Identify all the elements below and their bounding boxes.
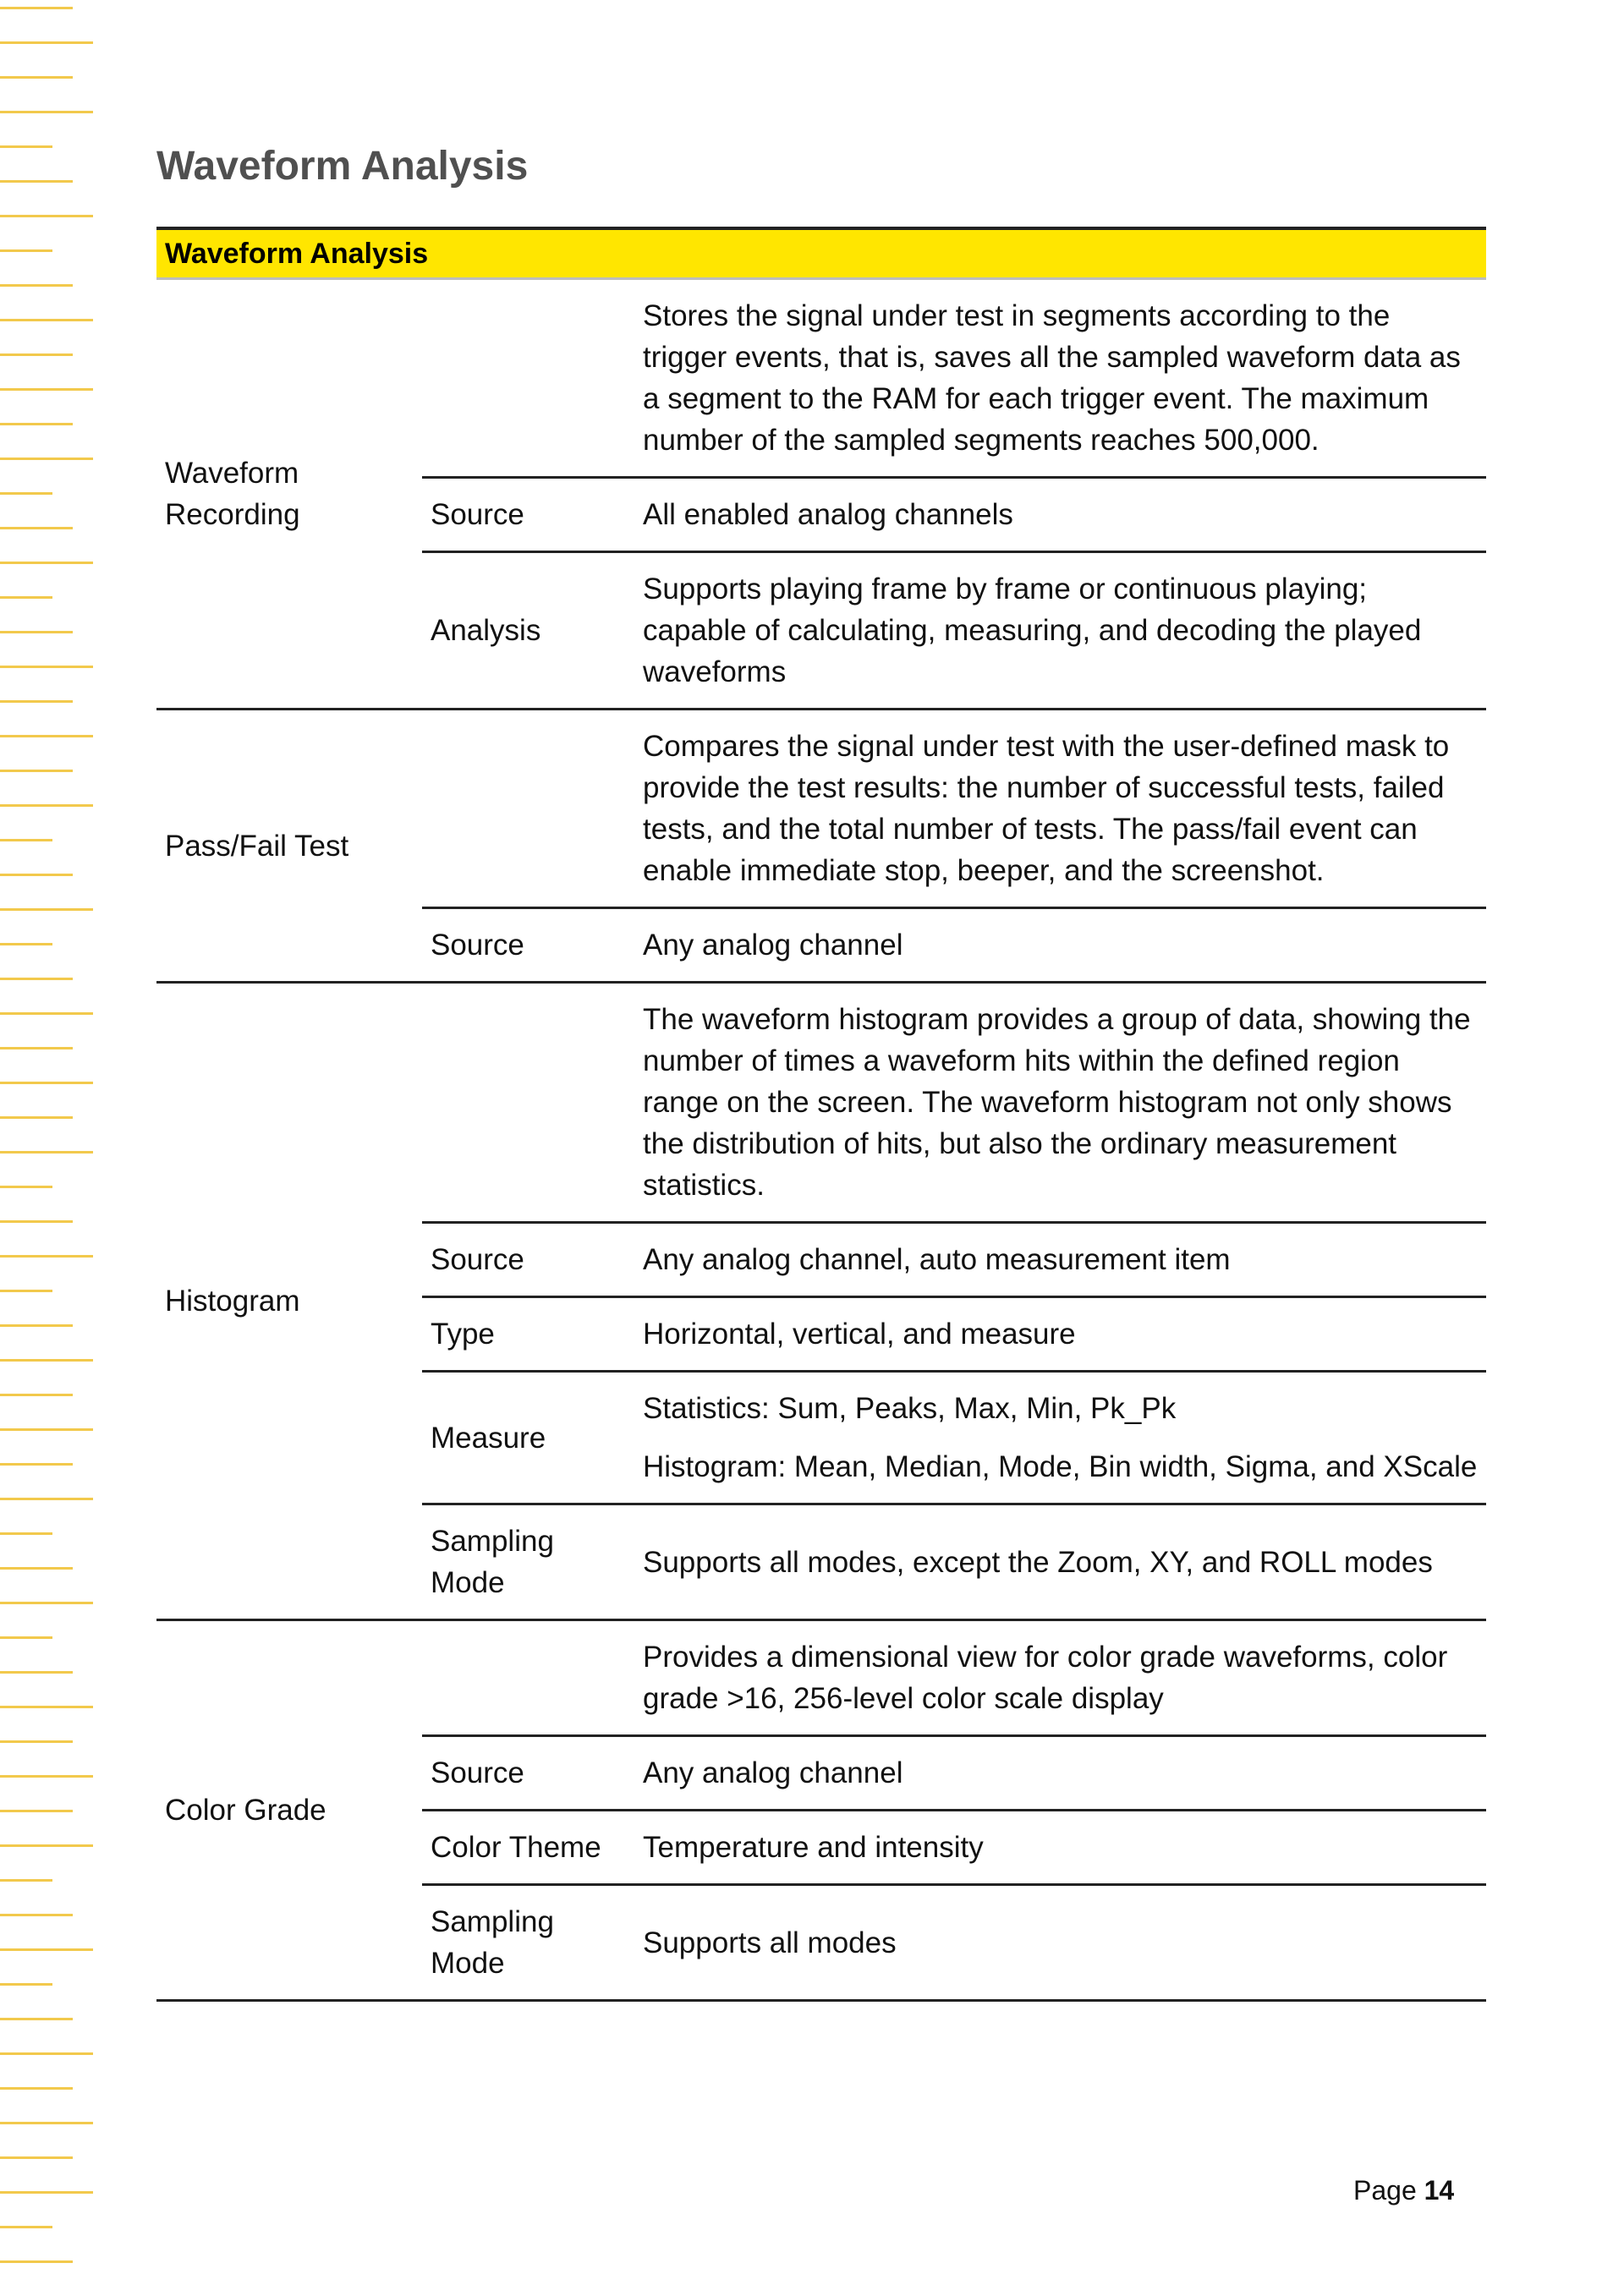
table-row — [156, 983, 1486, 1223]
row-description: Supports playing frame by frame or continuous playing; capable of calculating, measuring, and decoding the played waveforms — [634, 552, 1486, 710]
margin-tick — [0, 1012, 93, 1015]
margin-ruler-decoration — [0, 0, 102, 2296]
measure-histogram-line: Histogram: Mean, Median, Mode, Bin width, Sigma, and XScale — [643, 1450, 1478, 1483]
row-description: Any analog channel — [634, 908, 1486, 983]
margin-tick — [0, 666, 93, 668]
page-title: Waveform Analysis — [156, 144, 529, 189]
margin-tick — [0, 1602, 93, 1604]
group-label-histogram: Histogram — [156, 983, 422, 1620]
margin-tick — [0, 1740, 73, 1743]
group-label-pass-fail-test: Pass/Fail Test — [156, 710, 422, 983]
row-sub-label — [422, 1620, 634, 1736]
margin-tick — [0, 2052, 93, 2055]
group-label-waveform-recording: Waveform Recording — [156, 279, 422, 710]
row-description: All enabled analog channels — [634, 478, 1486, 552]
row-sub-label: Source — [422, 478, 634, 552]
page-number-value: 14 — [1424, 2175, 1455, 2206]
spec-table — [156, 227, 1486, 2002]
margin-tick — [0, 1255, 93, 1258]
margin-tick — [0, 41, 93, 44]
margin-tick — [0, 1532, 52, 1535]
margin-tick — [0, 1914, 73, 1916]
margin-tick — [0, 735, 93, 737]
margin-tick — [0, 2260, 73, 2263]
margin-tick — [0, 1636, 52, 1639]
row-sub-label — [422, 983, 634, 1223]
margin-tick — [0, 492, 52, 495]
margin-tick — [0, 2191, 93, 2194]
margin-tick — [0, 1948, 93, 1951]
margin-tick — [0, 1047, 73, 1049]
margin-tick — [0, 180, 73, 183]
row-description: Any analog channel — [634, 1736, 1486, 1811]
row-description: The waveform histogram provides a group of data, showing the number of times a waveform hits within the defined region range on the screen. The waveform histogram not only shows the distribution of hits, but also the ordinary measurement statistics. — [643, 1003, 1471, 1202]
margin-tick — [0, 284, 73, 287]
margin-tick — [0, 1082, 93, 1084]
margin-tick — [0, 249, 52, 252]
margin-tick — [0, 1463, 73, 1466]
row-description: Provides a dimensional view for color grade waveforms, color grade >16, 256-level color scale display — [643, 1641, 1448, 1715]
row-description: Supports all modes, except the Zoom, XY, and ROLL modes — [634, 1504, 1486, 1620]
margin-tick — [0, 111, 93, 113]
margin-tick — [0, 527, 73, 529]
table-row — [156, 1620, 1486, 1736]
margin-tick — [0, 145, 52, 148]
margin-tick — [0, 596, 52, 599]
row-description: Supports all modes — [634, 1885, 1486, 2001]
margin-tick — [0, 804, 93, 807]
margin-tick — [0, 1844, 93, 1847]
row-sub-label: Source — [422, 908, 634, 983]
margin-tick — [0, 2087, 73, 2090]
margin-tick — [0, 7, 73, 9]
row-sub-label: Analysis — [422, 552, 634, 710]
margin-tick — [0, 1359, 93, 1362]
margin-tick — [0, 2122, 93, 2124]
margin-tick — [0, 423, 73, 425]
row-sub-label: Color Theme — [422, 1811, 634, 1885]
margin-tick — [0, 943, 52, 945]
row-sub-label: Sampling Mode — [422, 1885, 634, 2001]
margin-tick — [0, 631, 73, 633]
margin-tick — [0, 1290, 52, 1292]
margin-tick — [0, 353, 73, 356]
margin-tick — [0, 1983, 52, 1986]
row-sub-label: Type — [422, 1297, 634, 1372]
margin-tick — [0, 1394, 73, 1396]
row-description — [634, 1372, 1486, 1504]
margin-tick — [0, 2018, 73, 2020]
table-row — [156, 710, 1486, 908]
margin-tick — [0, 1428, 93, 1431]
row-sub-label: Sampling Mode — [422, 1504, 634, 1620]
row-description: Stores the signal under test in segments according to the trigger events, that is, saves all the sampled waveform data as a segment to the RAM for each trigger event. The maximum number of the sampled segments reaches 500,000. — [643, 299, 1461, 457]
page-label: Page — [1353, 2175, 1417, 2206]
margin-tick — [0, 1116, 73, 1119]
margin-tick — [0, 770, 73, 772]
table-row — [156, 279, 1486, 478]
table-section-header: Waveform Analysis — [156, 228, 1486, 279]
margin-tick — [0, 1671, 73, 1674]
margin-tick — [0, 1498, 93, 1500]
measure-statistics-line: Statistics: Sum, Peaks, Max, Min, Pk_Pk — [643, 1392, 1177, 1425]
margin-tick — [0, 1151, 93, 1153]
row-description: Temperature and intensity — [634, 1811, 1486, 1885]
margin-tick — [0, 2226, 52, 2228]
margin-tick — [0, 1220, 73, 1223]
margin-tick — [0, 562, 93, 564]
margin-tick — [0, 1775, 93, 1778]
row-description: Any analog channel, auto measurement item — [634, 1223, 1486, 1297]
margin-tick — [0, 700, 73, 703]
row-sub-label — [422, 710, 634, 908]
margin-tick — [0, 874, 73, 876]
row-sub-label: Measure — [422, 1372, 634, 1504]
margin-tick — [0, 1324, 73, 1327]
row-sub-label: Source — [422, 1736, 634, 1811]
margin-tick — [0, 2156, 73, 2159]
margin-tick — [0, 1186, 52, 1188]
margin-tick — [0, 1810, 73, 1812]
margin-tick — [0, 839, 52, 841]
margin-tick — [0, 76, 73, 79]
row-sub-label — [422, 279, 634, 478]
page-number — [1353, 2175, 1454, 2206]
margin-tick — [0, 908, 93, 911]
group-label-color-grade: Color Grade — [156, 1620, 422, 2001]
margin-tick — [0, 978, 73, 980]
margin-tick — [0, 215, 93, 217]
row-description: Horizontal, vertical, and measure — [634, 1297, 1486, 1372]
row-description: Compares the signal under test with the user-defined mask to provide the test results: the number of successful tests, failed tests, and the total number of tests. The pass/fail event can enable immediate stop, beeper, and the screenshot. — [643, 730, 1450, 887]
margin-tick — [0, 1706, 93, 1708]
margin-tick — [0, 319, 93, 321]
margin-tick — [0, 1567, 73, 1570]
margin-tick — [0, 388, 93, 391]
row-sub-label: Source — [422, 1223, 634, 1297]
margin-tick — [0, 458, 93, 460]
margin-tick — [0, 1879, 52, 1882]
